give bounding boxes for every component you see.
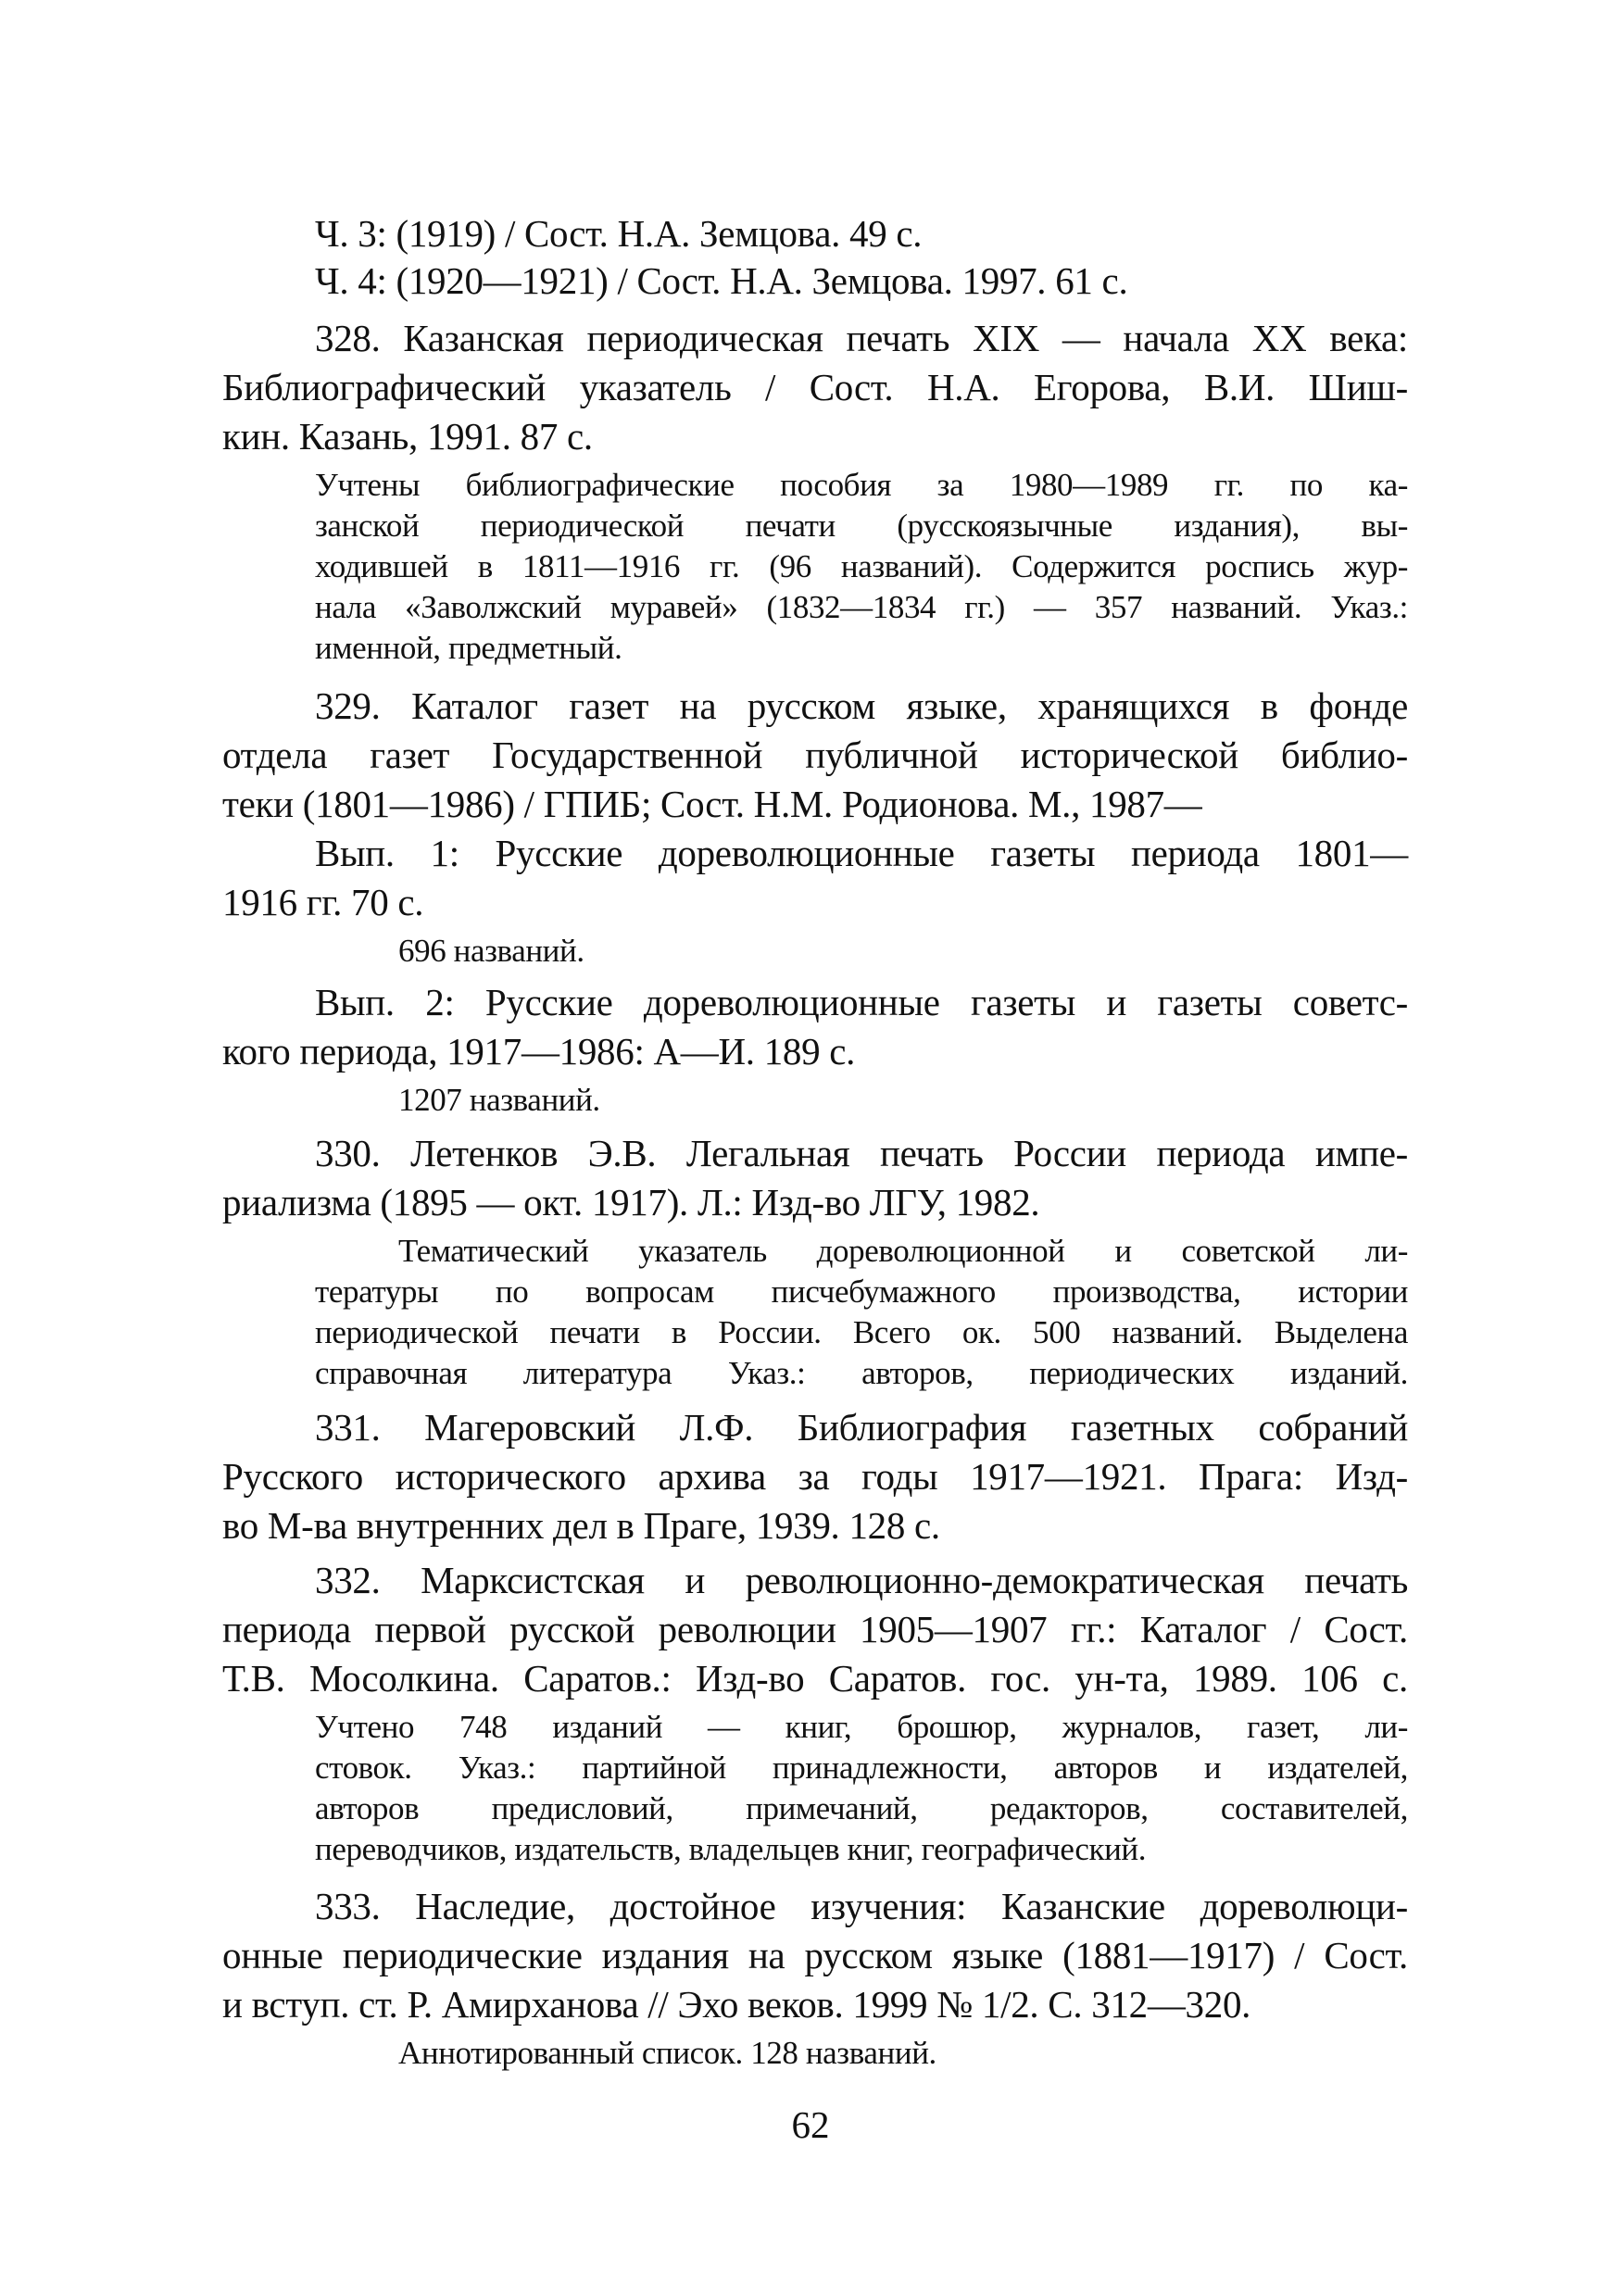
entry-328-annotation: нала «Заволжский муравей» (1832—1834 гг.) — 357 названий. Указ.: — [315, 589, 1408, 625]
entry-329-line: Вып. 1: Русские дореволюционные газеты периода 1801— — [315, 832, 1408, 874]
entry-329-annotation: 1207 названий. — [398, 1082, 600, 1118]
entry-332-line: 332. Марксистская и революционно-демократическая печать — [315, 1559, 1408, 1601]
entry-330-annotation: справочная литература Указ.: авторов, периодических изданий. — [315, 1355, 1408, 1391]
entry-329-line: 329. Каталог газет на русском языке, хранящихся в фонде — [315, 684, 1408, 727]
entry-331-line: Русского исторического архива за годы 1917—1921. Прага: Изд- — [222, 1455, 1408, 1498]
entry-329-line: Вып. 2: Русские дореволюционные газеты и газеты советс- — [315, 981, 1408, 1023]
entry-329-line: кого периода, 1917—1986: А—И. 189 с. — [222, 1030, 856, 1073]
entry-332-annotation: стовок. Указ.: партийной принадлежности, авторов и издателей, — [315, 1750, 1408, 1786]
entry-329-line: отдела газет Государственной публичной исторической библио- — [222, 734, 1408, 776]
entry-333-line: 333. Наследие, достойное изучения: Казанские дореволюци- — [315, 1885, 1408, 1927]
entry-332-annotation: переводчиков, издательств, владельцев книг, географический. — [315, 1831, 1147, 1867]
page-number: 62 — [791, 2103, 830, 2146]
entry-330-line: 330. Летенков Э.В. Легальная печать России периода импе- — [315, 1132, 1408, 1174]
entry-333-line: и вступ. ст. Р. Амирханова // Эхо веков. 1999 № 1/2. С. 312—320. — [222, 1983, 1251, 2026]
entry-332-line: периода первой русской революции 1905—1907 гг.: Каталог / Сост. — [222, 1608, 1408, 1650]
entry-328-annotation: ходившей в 1811—1916 гг. (96 названий). Содержится роспись жур- — [315, 548, 1408, 584]
entry-329-line: теки (1801—1986) / ГПИБ; Сост. Н.М. Родионова. М., 1987— — [222, 783, 1202, 825]
entry-332-annotation: Учтено 748 изданий — книг, брошюр, журналов, газет, ли- — [315, 1709, 1408, 1745]
entry-329-line: 1916 гг. 70 с. — [222, 881, 424, 923]
entry-330-annotation: Тематический указатель дореволюционной и советской ли- — [398, 1233, 1408, 1269]
entry-332-annotation: авторов предисловий, примечаний, редакторов, составителей, — [315, 1790, 1408, 1826]
text-line: Ч. 3: (1919) / Сост. Н.А. Земцова. 49 с. — [315, 212, 923, 255]
entry-328-line: 328. Казанская периодическая печать XIX — начала XX века: — [315, 317, 1408, 359]
text-line: Ч. 4: (1920—1921) / Сост. Н.А. Земцова. 1997. 61 с. — [315, 259, 1128, 302]
entry-328-annotation: именной, предметный. — [315, 630, 622, 666]
entry-331-line: во М-ва внутренних дел в Праге, 1939. 128 с. — [222, 1504, 940, 1547]
entry-328-annotation: Учтены библиографические пособия за 1980—1989 гг. по ка- — [315, 467, 1408, 503]
entry-333-annotation: Аннотированный список. 128 названий. — [398, 2035, 936, 2071]
entry-330-line: риализма (1895 — окт. 1917). Л.: Изд-во ЛГУ, 1982. — [222, 1181, 1040, 1223]
entry-328-line: кин. Казань, 1991. 87 с. — [222, 415, 593, 458]
entry-328-line: Библиографический указатель / Сост. Н.А. Егорова, В.И. Шиш- — [222, 366, 1408, 408]
entry-329-annotation: 696 названий. — [398, 933, 584, 969]
entry-330-annotation: тературы по вопросам писчебумажного производства, истории — [315, 1273, 1408, 1310]
entry-333-line: онные периодические издания на русском языке (1881—1917) / Сост. — [222, 1934, 1408, 1976]
entry-331-line: 331. Магеровский Л.Ф. Библиография газетных собраний — [315, 1406, 1408, 1449]
entry-332-line: Т.В. Мосолкина. Саратов.: Изд-во Саратов. гос. ун-та, 1989. 106 с. — [222, 1657, 1408, 1700]
entry-328-annotation: занской периодической печати (русскоязычные издания), вы- — [315, 508, 1408, 544]
entry-330-annotation: периодической печати в России. Всего ок. 500 названий. Выделена — [315, 1314, 1408, 1350]
